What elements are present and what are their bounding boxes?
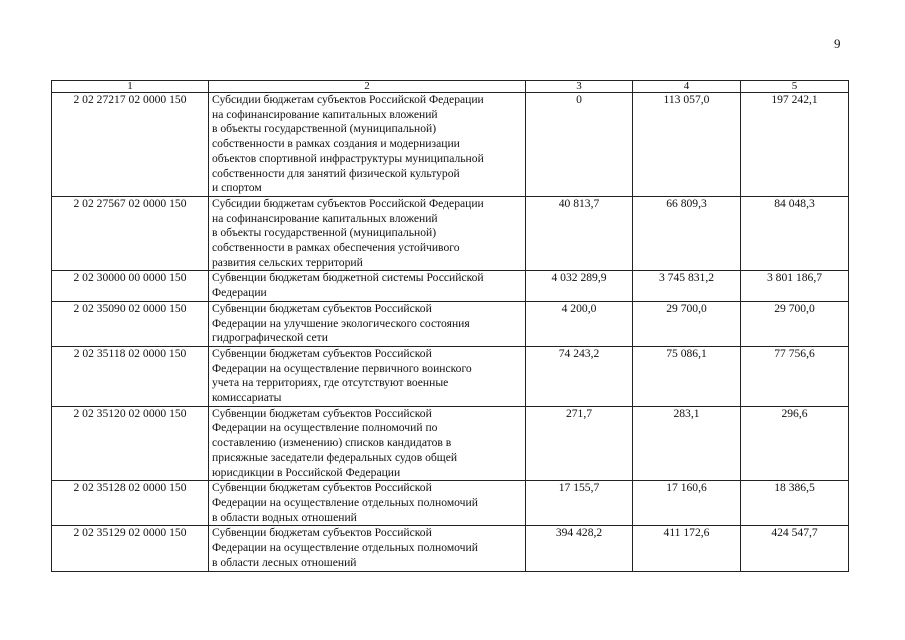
row-value-col4: 66 809,3	[633, 196, 741, 271]
row-value-col4: 411 172,6	[633, 526, 741, 571]
row-code: 2 02 35118 02 0000 150	[52, 346, 209, 406]
table-row	[52, 406, 849, 481]
table-row	[52, 93, 849, 197]
column-header-5: 5	[741, 81, 849, 93]
row-description: Субвенции бюджетам бюджетной системы Российской Федерации	[209, 271, 526, 301]
row-code: 2 02 35128 02 0000 150	[52, 481, 209, 526]
row-value-col5: 424 547,7	[741, 526, 849, 571]
row-value-col5: 29 700,0	[741, 301, 849, 346]
table-header-row	[52, 81, 849, 93]
column-header-3: 3	[526, 81, 633, 93]
table-row	[52, 301, 849, 346]
row-code: 2 02 35090 02 0000 150	[52, 301, 209, 346]
table-row	[52, 271, 849, 301]
row-code: 2 02 35120 02 0000 150	[52, 406, 209, 481]
row-description: Субсидии бюджетам субъектов Российской Федерации на софинансирование капитальных вложений в объекты государственной (муниципальной) собственности в рамках создания и модернизации объектов спортивной инфраструктуры муниципальной собственности для занятий физической культурой и спортом	[209, 93, 526, 197]
row-code: 2 02 27217 02 0000 150	[52, 93, 209, 197]
row-value-col5: 296,6	[741, 406, 849, 481]
table-row	[52, 481, 849, 526]
row-value-col3: 17 155,7	[526, 481, 633, 526]
row-value-col5: 18 386,5	[741, 481, 849, 526]
row-description: Субвенции бюджетам субъектов Российской Федерации на улучшение экологического состояния гидрографической сети	[209, 301, 526, 346]
row-value-col4: 113 057,0	[633, 93, 741, 197]
budget-table	[51, 80, 849, 572]
row-code: 2 02 27567 02 0000 150	[52, 196, 209, 271]
table-row	[52, 526, 849, 571]
row-value-col3: 4 032 289,9	[526, 271, 633, 301]
row-description: Субвенции бюджетам субъектов Российской Федерации на осуществление полномочий по составлению (изменению) списков кандидатов в присяжные заседатели федеральных судов общей юрисдикции в Российской Федерации	[209, 406, 526, 481]
row-value-col5: 77 756,6	[741, 346, 849, 406]
table-row	[52, 346, 849, 406]
row-description: Субвенции бюджетам субъектов Российской Федерации на осуществление первичного воинского учета на территориях, где отсутствуют военные комиссариаты	[209, 346, 526, 406]
row-value-col4: 75 086,1	[633, 346, 741, 406]
column-header-4: 4	[633, 81, 741, 93]
table-row	[52, 196, 849, 271]
row-value-col3: 4 200,0	[526, 301, 633, 346]
row-value-col3: 394 428,2	[526, 526, 633, 571]
row-code: 2 02 35129 02 0000 150	[52, 526, 209, 571]
row-value-col5: 3 801 186,7	[741, 271, 849, 301]
row-value-col4: 17 160,6	[633, 481, 741, 526]
row-value-col5: 84 048,3	[741, 196, 849, 271]
column-header-2: 2	[209, 81, 526, 93]
row-value-col4: 283,1	[633, 406, 741, 481]
row-value-col4: 29 700,0	[633, 301, 741, 346]
page-number: 9	[834, 36, 841, 51]
row-value-col4: 3 745 831,2	[633, 271, 741, 301]
row-value-col3: 0	[526, 93, 633, 197]
row-description: Субсидии бюджетам субъектов Российской Федерации на софинансирование капитальных вложений в объекты государственной (муниципальной) собственности в рамках обеспечения устойчивого развития сельских территорий	[209, 196, 526, 271]
row-value-col3: 74 243,2	[526, 346, 633, 406]
row-value-col3: 40 813,7	[526, 196, 633, 271]
row-code: 2 02 30000 00 0000 150	[52, 271, 209, 301]
row-value-col5: 197 242,1	[741, 93, 849, 197]
row-description: Субвенции бюджетам субъектов Российской Федерации на осуществление отдельных полномочий в области лесных отношений	[209, 526, 526, 571]
row-description: Субвенции бюджетам субъектов Российской Федерации на осуществление отдельных полномочий в области водных отношений	[209, 481, 526, 526]
column-header-1: 1	[52, 81, 209, 93]
row-value-col3: 271,7	[526, 406, 633, 481]
